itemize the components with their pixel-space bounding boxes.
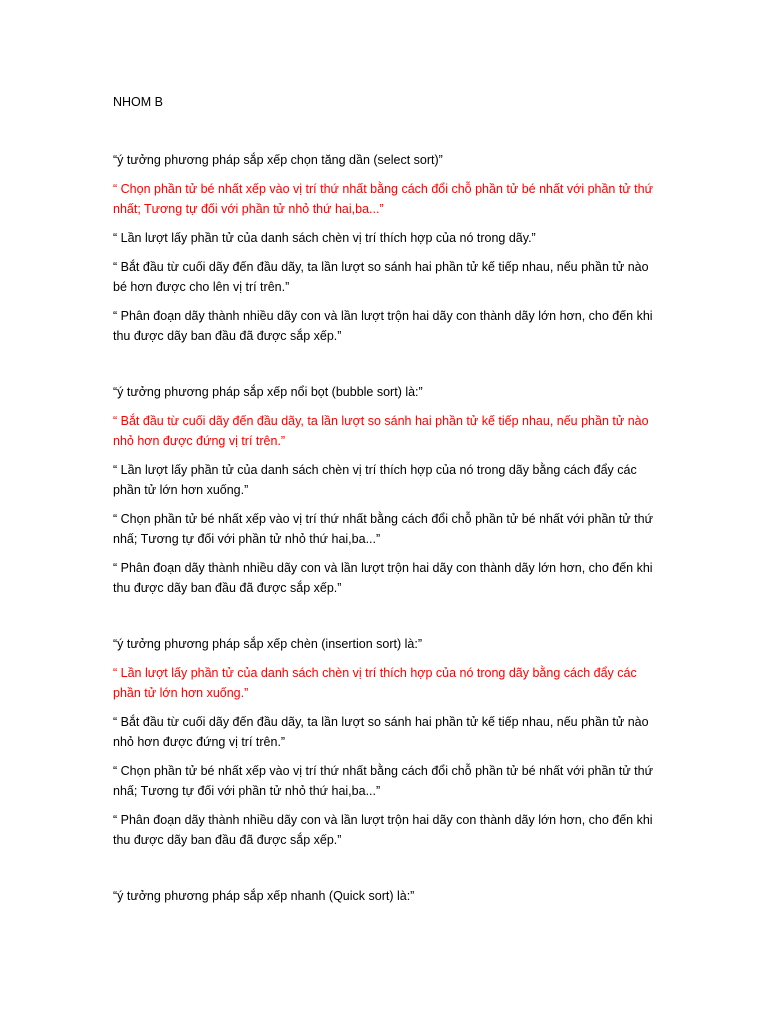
- question-section-select-sort: [113, 150, 653, 346]
- question-text: “ý tưởng phương pháp sắp xếp chọn tăng dần (select sort)”: [113, 153, 443, 167]
- answer-option-correct: “ Bắt đầu từ cuối dãy đến đầu dãy, ta lần lượt so sánh hai phần tử kế tiếp nhau, nếu phần tử nào nhỏ hơn được đứng vị trí trên.”: [113, 414, 649, 448]
- answer-option: “ Bắt đầu từ cuối dãy đến đầu dãy, ta lần lượt so sánh hai phần tử kế tiếp nhau, nếu phần tử nào nhỏ hơn được đứng vị trí trên.”: [113, 715, 649, 749]
- document-title: NHOM B: [113, 95, 163, 109]
- answer-option: “ Phân đoạn dãy thành nhiều dãy con và lần lượt trộn hai dãy con thành dãy lớn hơn, cho đến khi thu được dãy ban đầu đã được sắp xếp.”: [113, 561, 653, 595]
- question-text: “ý tưởng phương pháp sắp xếp chèn (insertion sort) là:”: [113, 637, 422, 651]
- question-text: “ý tưởng phương pháp sắp xếp nổi bọt (bubble sort) là:”: [113, 385, 423, 399]
- answer-option: “ Chọn phần tử bé nhất xếp vào vị trí thứ nhất bằng cách đổi chỗ phần tử bé nhất với phần tử thứ nhấ; Tương tự đối với phần tử nhỏ thứ hai,ba...”: [113, 512, 653, 546]
- answer-option: “ Lần lượt lấy phần tử của danh sách chèn vị trí thích hợp của nó trong dãy bằng cách đẩy các phần tử lớn hơn xuống.”: [113, 463, 637, 497]
- answer-option: “ Chọn phần tử bé nhất xếp vào vị trí thứ nhất bằng cách đổi chỗ phần tử bé nhất với phần tử thứ nhấ; Tương tự đối với phần tử nhỏ thứ hai,ba...”: [113, 764, 653, 798]
- question-section-bubble-sort: [113, 382, 653, 598]
- question-section-insertion-sort: [113, 634, 653, 850]
- answer-option: “ Lần lượt lấy phần tử của danh sách chèn vị trí thích hợp của nó trong dãy.”: [113, 231, 536, 245]
- answer-option: “ Bắt đầu từ cuối dãy đến đầu dãy, ta lần lượt so sánh hai phần tử kế tiếp nhau, nếu phần tử nào bé hơn được cho lên vị trí trên.”: [113, 260, 649, 294]
- answer-option-correct: “ Lần lượt lấy phần tử của danh sách chèn vị trí thích hợp của nó trong dãy bằng cách đẩy các phần tử lớn hơn xuống.”: [113, 666, 637, 700]
- answer-option-correct: “ Chọn phần tử bé nhất xếp vào vị trí thứ nhất bằng cách đổi chỗ phần tử bé nhất với phần tử thứ nhất; Tương tự đối với phần tử nhỏ thứ hai,ba...”: [113, 182, 653, 216]
- question-text: “ý tưởng phương pháp sắp xếp nhanh (Quick sort) là:”: [113, 889, 415, 903]
- answer-option: “ Phân đoạn dãy thành nhiều dãy con và lần lượt trộn hai dãy con thành dãy lớn hơn, cho đến khi thu được dãy ban đầu đã được sắp xếp.”: [113, 309, 653, 343]
- document-body: [113, 92, 653, 915]
- question-section-quick-sort: [113, 886, 653, 906]
- answer-option: “ Phân đoạn dãy thành nhiều dãy con và lần lượt trộn hai dãy con thành dãy lớn hơn, cho đến khi thu được dãy ban đầu đã được sắp xếp.”: [113, 813, 653, 847]
